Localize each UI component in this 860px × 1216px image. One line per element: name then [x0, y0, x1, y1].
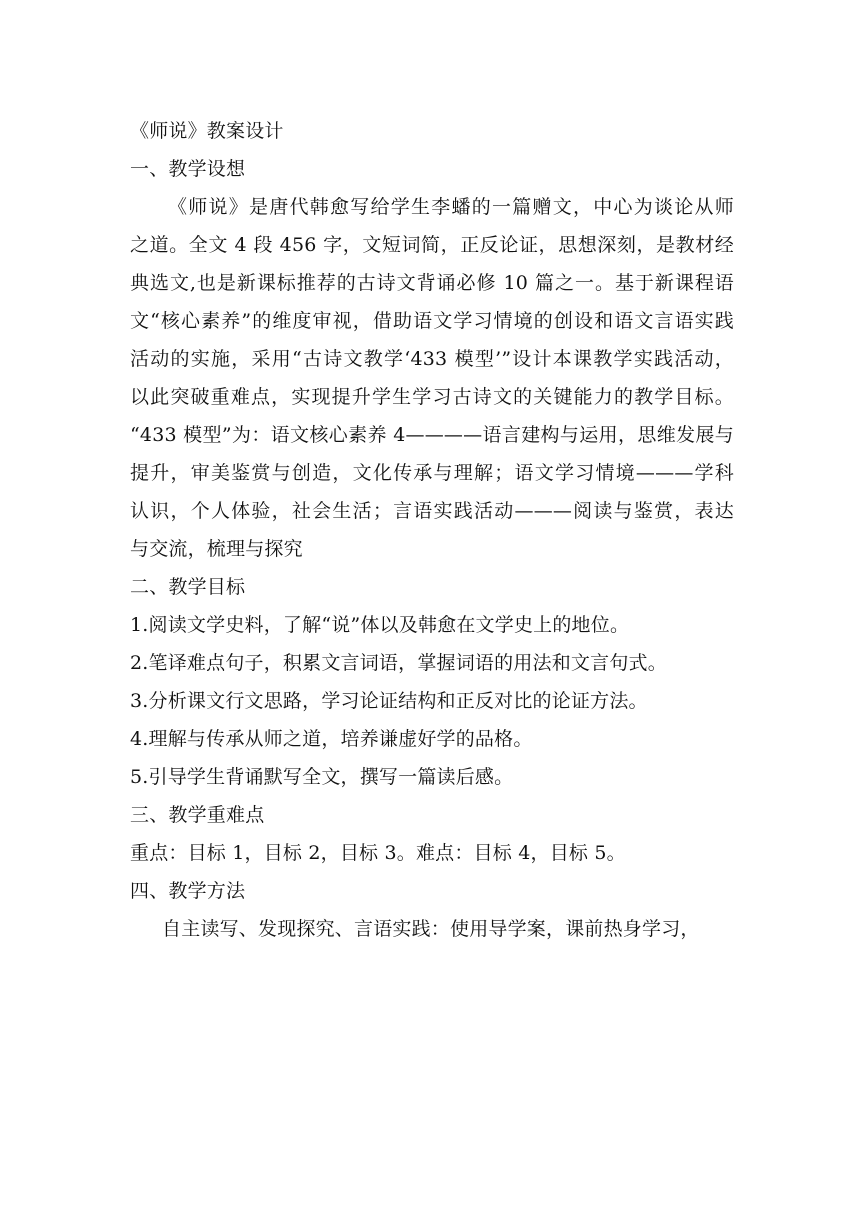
methods-text: 自主读写、发现探究、言语实践：使用导学案，课前热身学习，: [162, 918, 700, 940]
paragraph-line: 典选文,也是新课标推荐的古诗文背诵必修 10 篇之一。基于新课程语: [130, 272, 734, 294]
goal-item: 2.笔译难点句子，积累文言词语，掌握词语的用法和文言句式。: [130, 652, 667, 674]
section-heading-teaching-methods: 四、教学方法: [130, 880, 246, 902]
section-heading-key-difficult-points: 三、教学重难点: [130, 804, 265, 826]
paragraph-line: 文“核心素养”的维度审视，借助语文学习情境的创设和语文言语实践: [130, 310, 734, 332]
paragraph-line: 认识，个人体验，社会生活；言语实践活动———阅读与鉴赏，表达: [130, 500, 734, 522]
paragraph-line: 《师说》是唐代韩愈写给学生李蟠的一篇赠文，中心为谈论从师: [168, 196, 734, 218]
goal-item: 5.引导学生背诵默写全文，撰写一篇读后感。: [130, 766, 514, 788]
section-heading-teaching-concept: 一、教学设想: [130, 158, 246, 180]
goal-item: 4.理解与传承从师之道，培养谦虚好学的品格。: [130, 728, 533, 750]
section-heading-teaching-goals: 二、教学目标: [130, 576, 246, 598]
document-title: 《师说》教案设计: [130, 120, 284, 142]
paragraph-line: 之道。全文 4 段 456 字，文短词简，正反论证，思想深刻，是教材经: [130, 234, 734, 256]
paragraph-line: 与交流，梳理与探究: [130, 538, 303, 560]
paragraph-line: 活动的实施，采用“古诗文教学‘433 模型’”设计本课教学实践活动，: [130, 348, 734, 370]
goal-item: 1.阅读文学史料，了解“说”体以及韩愈在文学史上的地位。: [130, 614, 630, 636]
paragraph-line: 以此突破重难点，实现提升学生学习古诗文的关键能力的教学目标。: [130, 386, 734, 408]
paragraph-line: “433 模型”为：语文核心素养 4————语言建构与运用，思维发展与: [130, 424, 734, 446]
paragraph-line: 提升，审美鉴赏与创造，文化传承与理解；语文学习情境———学科: [130, 462, 734, 484]
document-body: [130, 112, 734, 948]
key-points-text: 重点：目标 1，目标 2，目标 3。难点：目标 4，目标 5。: [130, 842, 626, 864]
goal-item: 3.分析课文行文思路，学习论证结构和正反对比的论证方法。: [130, 690, 648, 712]
